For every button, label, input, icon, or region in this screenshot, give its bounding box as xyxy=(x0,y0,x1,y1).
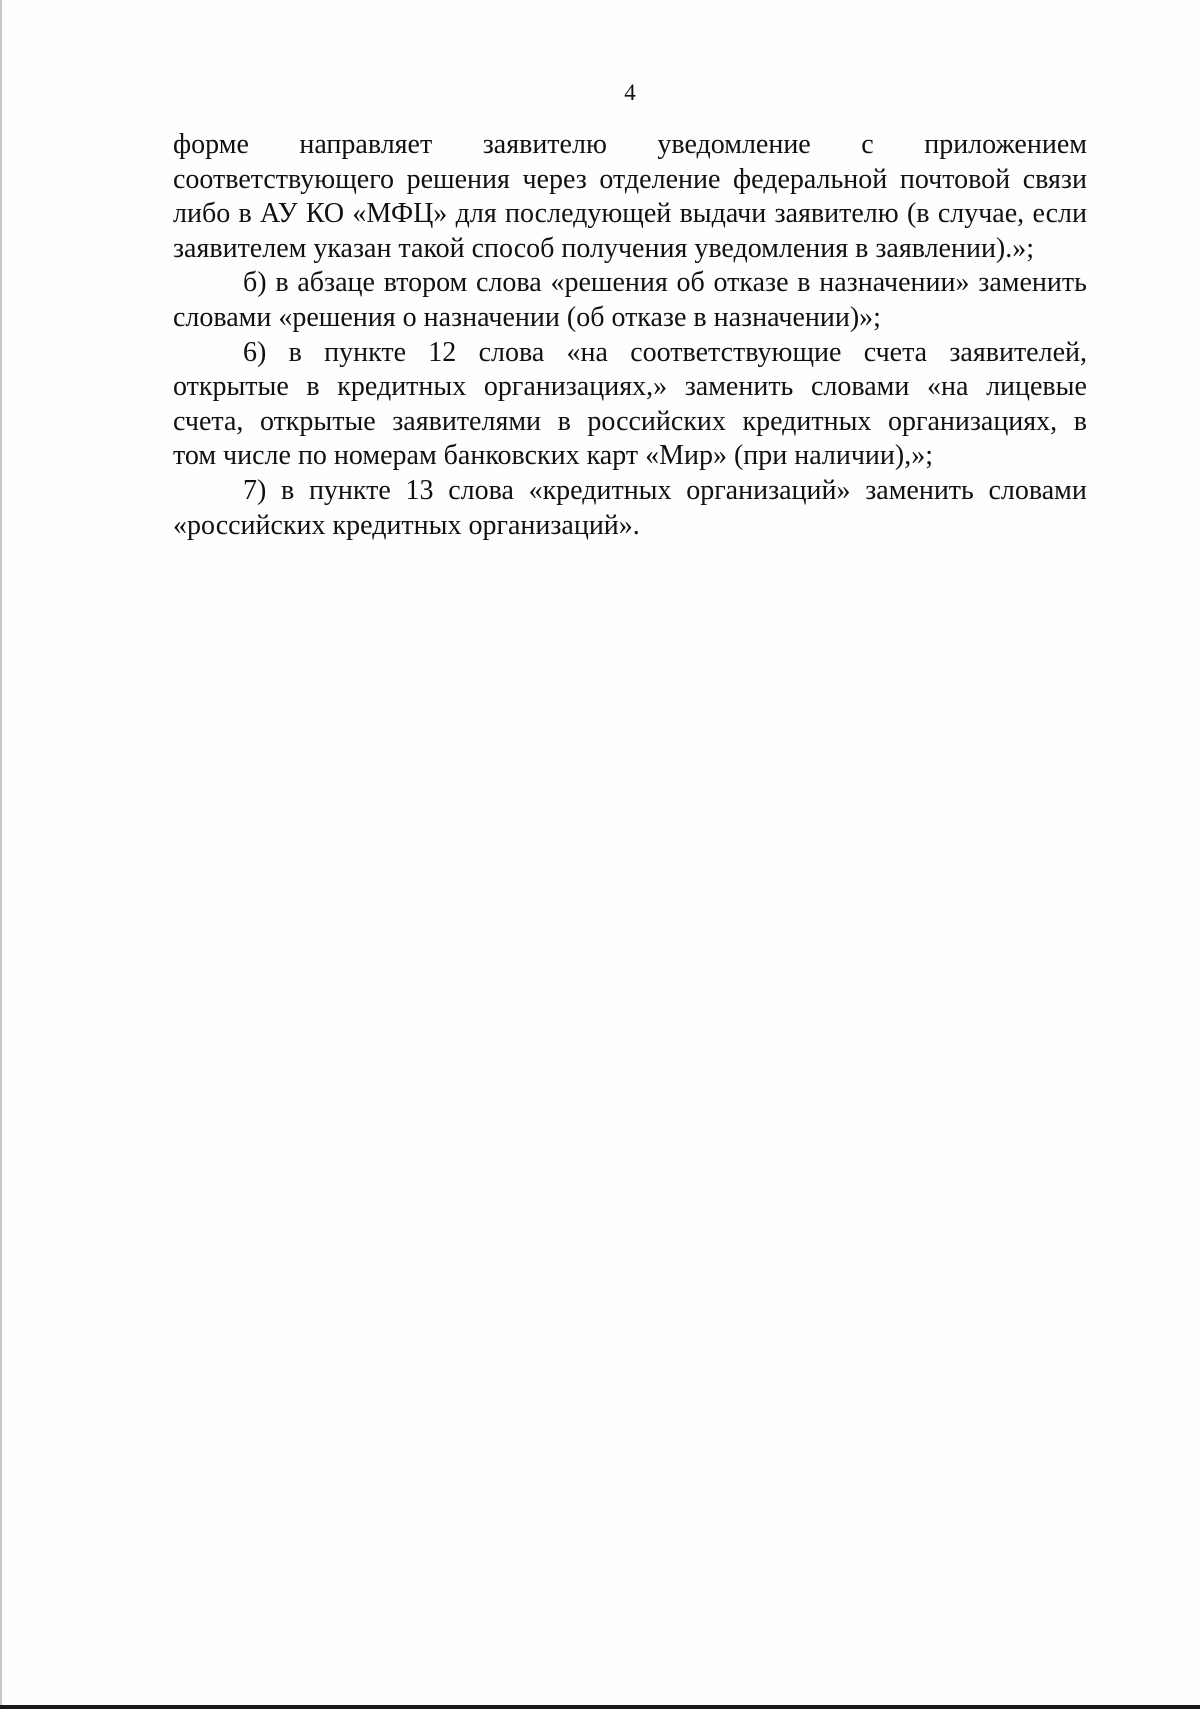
word: соответствующего xyxy=(173,163,394,195)
word: для xyxy=(455,198,497,230)
word: 7) xyxy=(243,474,267,506)
word: счета xyxy=(863,336,928,368)
scan-bottom-edge xyxy=(0,1705,1200,1709)
paragraph-item-6 xyxy=(173,336,1087,474)
page-number: 4 xyxy=(624,80,636,105)
word: либо xyxy=(173,198,231,230)
word: связи xyxy=(1022,163,1087,195)
text-line xyxy=(173,197,1087,232)
word: слова xyxy=(448,474,514,506)
word: словами xyxy=(810,371,910,403)
word: в xyxy=(288,336,302,368)
word: российских xyxy=(587,405,726,437)
word: направляет xyxy=(299,129,433,160)
word: почтовой xyxy=(899,163,1011,195)
text-line xyxy=(173,128,1087,163)
word: назначении» xyxy=(819,267,970,299)
word: (в xyxy=(906,198,930,230)
word: слова xyxy=(478,336,545,368)
word: последующей xyxy=(505,198,672,230)
word: в xyxy=(557,405,571,437)
word: б) xyxy=(243,267,267,299)
paragraph-item-b xyxy=(173,266,1087,335)
word: 12 xyxy=(428,336,457,368)
word: втором xyxy=(383,267,468,299)
word: словами xyxy=(988,474,1087,506)
paragraph-item-7 xyxy=(173,474,1087,543)
word: уведомление xyxy=(657,129,811,160)
text-line xyxy=(173,266,1087,301)
word: слова xyxy=(476,267,542,299)
word: случае, xyxy=(937,198,1025,230)
text-line xyxy=(173,336,1087,371)
word: абзаце xyxy=(297,267,375,299)
word: в xyxy=(275,267,289,299)
word: организациях,» xyxy=(483,371,668,403)
word: 6) xyxy=(243,336,267,368)
word: «решения xyxy=(550,267,668,299)
word: в xyxy=(797,267,811,299)
word: КО xyxy=(305,198,345,230)
scan-left-edge xyxy=(0,0,2,1709)
word: организациях, xyxy=(887,405,1058,437)
word: об xyxy=(676,267,705,299)
text-line: том числе по номерам банковских карт «Мир» (при наличии),»; xyxy=(173,440,934,472)
text-line: словами «решения о назначении (об отказе в назначении)»; xyxy=(173,301,881,333)
word: «кредитных xyxy=(528,474,672,506)
word: форме xyxy=(173,129,249,160)
word: отделение xyxy=(599,163,721,195)
word: счета, xyxy=(173,405,244,437)
word: АУ xyxy=(260,198,298,230)
word: заявителей, xyxy=(949,336,1087,368)
word: открытые xyxy=(173,371,289,403)
word: лицевые xyxy=(986,371,1087,403)
word: «МФЦ» xyxy=(352,198,448,230)
word: 13 xyxy=(405,474,434,506)
word: в xyxy=(238,198,252,230)
word: пункте xyxy=(324,336,406,368)
word: открытые xyxy=(259,405,376,437)
word: с xyxy=(861,129,874,160)
text-line: заявителем указан такой способ получения уведомления в заявлении).»; xyxy=(173,232,1035,264)
word: заменить xyxy=(865,474,974,506)
word: заменить xyxy=(684,371,794,403)
text-line xyxy=(173,163,1087,198)
word: заявителями xyxy=(392,405,542,437)
word: решения xyxy=(406,163,510,195)
word: через xyxy=(522,163,587,195)
word: пункте xyxy=(308,474,391,506)
word: отказе xyxy=(713,267,789,299)
word: в xyxy=(306,371,320,403)
word: приложением xyxy=(924,129,1087,160)
word: выдачи xyxy=(679,198,767,230)
word: если xyxy=(1032,198,1087,230)
word: федеральной xyxy=(733,163,888,195)
word: соответствующие xyxy=(630,336,842,368)
word: заявителю xyxy=(774,198,899,230)
word: кредитных xyxy=(337,371,467,403)
word: заменить xyxy=(978,267,1087,299)
text-line xyxy=(173,474,1087,509)
text-line xyxy=(173,405,1087,440)
word: заявителю xyxy=(482,129,607,160)
document-body xyxy=(173,128,1087,543)
text-line: «российских кредитных организаций». xyxy=(173,509,640,541)
word: кредитных xyxy=(742,405,872,437)
word: в xyxy=(1073,405,1087,437)
word: в xyxy=(281,474,295,506)
text-line xyxy=(173,370,1087,405)
paragraph-continuation xyxy=(173,128,1087,266)
word: «на xyxy=(566,336,608,368)
word: «на xyxy=(927,371,969,403)
word: организаций» xyxy=(686,474,851,506)
